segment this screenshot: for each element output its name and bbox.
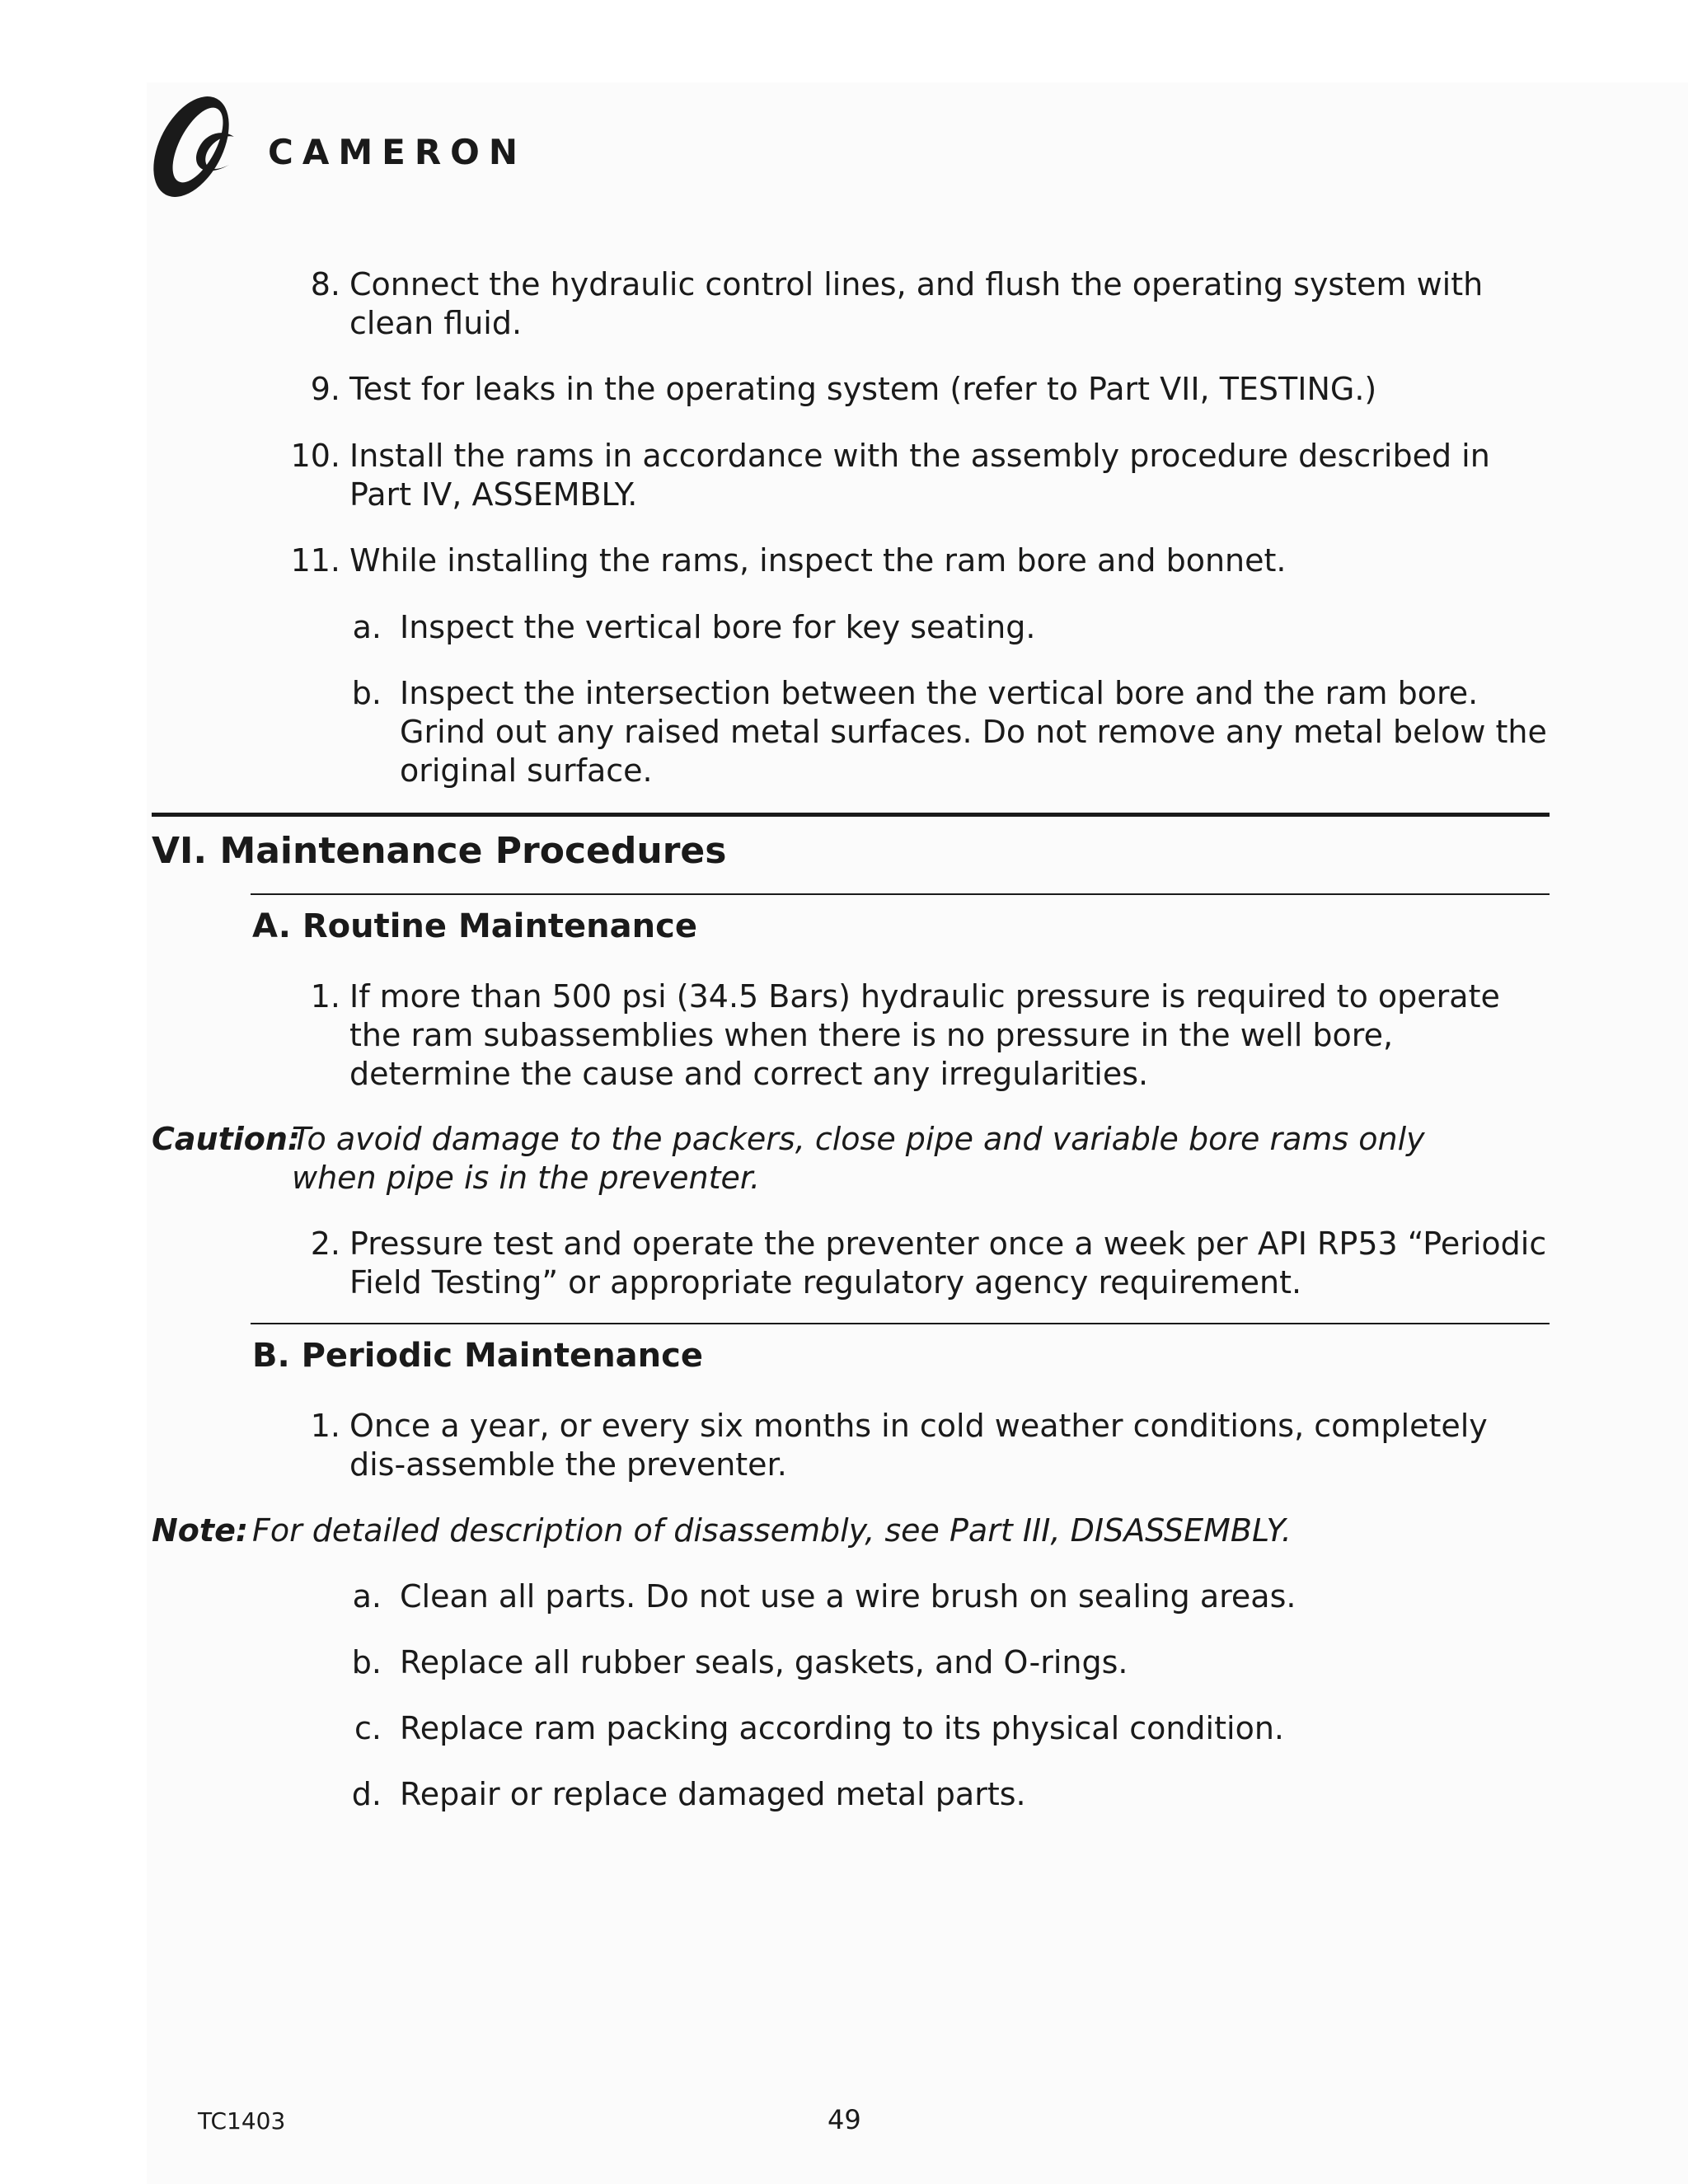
- note-text: For detailed description of disassembly, see Part III, DISASSEMBLY.: [252, 1512, 1292, 1549]
- substep-letter: a.: [352, 1578, 382, 1615]
- substep-text: Clean all parts. Do not use a wire brush on sealing areas.: [400, 1578, 1296, 1615]
- substep-text: Inspect the vertical bore for key seating.: [400, 609, 1036, 645]
- subsection-divider: [251, 893, 1550, 895]
- step-text: If more than 500 psi (34.5 Bars) hydraulic pressure is required to operate the ram subassemblies when there is no pressure in the well bore, determine the cause and correct any irregularities.: [349, 978, 1500, 1092]
- step-number: 2.: [310, 1226, 340, 1262]
- section-divider: [152, 813, 1550, 817]
- document-code: TC1403: [198, 2107, 286, 2135]
- step-number: 9.: [310, 371, 340, 407]
- substep-text: Replace ram packing according to its physical condition.: [400, 1710, 1284, 1746]
- page-number: 49: [828, 2104, 861, 2135]
- step-number: 1.: [310, 978, 340, 1015]
- step-text: Pressure test and operate the preventer once a week per API RP53 “Periodic Field Testing” or appropriate regulatory agency requirement.: [349, 1226, 1547, 1301]
- step-text: Test for leaks in the operating system (refer to Part VII, TESTING.): [349, 371, 1377, 407]
- substep-text: Replace all rubber seals, gaskets, and O-rings.: [400, 1644, 1128, 1680]
- cameron-wordmark: CAMERON: [268, 132, 528, 172]
- section-title: VI. Maintenance Procedures: [152, 830, 727, 872]
- step-number: 11.: [290, 542, 340, 579]
- subsection-divider: [251, 1323, 1550, 1324]
- step-text: While installing the rams, inspect the ram bore and bonnet.: [349, 542, 1287, 579]
- substep-letter: b.: [351, 1644, 382, 1680]
- substep-text: Repair or replace damaged metal parts.: [400, 1776, 1026, 1812]
- substep-letter: b.: [351, 675, 382, 711]
- step-number: 8.: [310, 266, 340, 302]
- note-label: Note:: [152, 1512, 249, 1549]
- step-text: Connect the hydraulic control lines, and flush the operating system with clean fluid.: [349, 266, 1484, 341]
- step-text: Once a year, or every six months in cold weather conditions, completely dis-assemble the preventer.: [349, 1408, 1488, 1483]
- subsection-title-periodic: B. Periodic Maintenance: [252, 1337, 703, 1375]
- substep-letter: d.: [351, 1776, 382, 1812]
- step-text: Install the rams in accordance with the assembly procedure described in Part IV, ASSEMBLY.: [349, 438, 1490, 513]
- step-number: 1.: [310, 1408, 340, 1444]
- caution-label: Caution:: [152, 1121, 301, 1157]
- substep-text: Inspect the intersection between the vertical bore and the ram bore. Grind out any raised metal surfaces. Do not remove any metal below the original surface.: [400, 675, 1547, 789]
- subsection-title-routine: A. Routine Maintenance: [252, 907, 697, 945]
- caution-text: To avoid damage to the packers, close pipe and variable bore rams only when pipe is in the preventer.: [292, 1121, 1425, 1196]
- substep-letter: c.: [354, 1710, 382, 1746]
- cameron-logo-icon: [148, 82, 254, 206]
- step-number: 10.: [290, 438, 340, 474]
- substep-letter: a.: [352, 609, 382, 645]
